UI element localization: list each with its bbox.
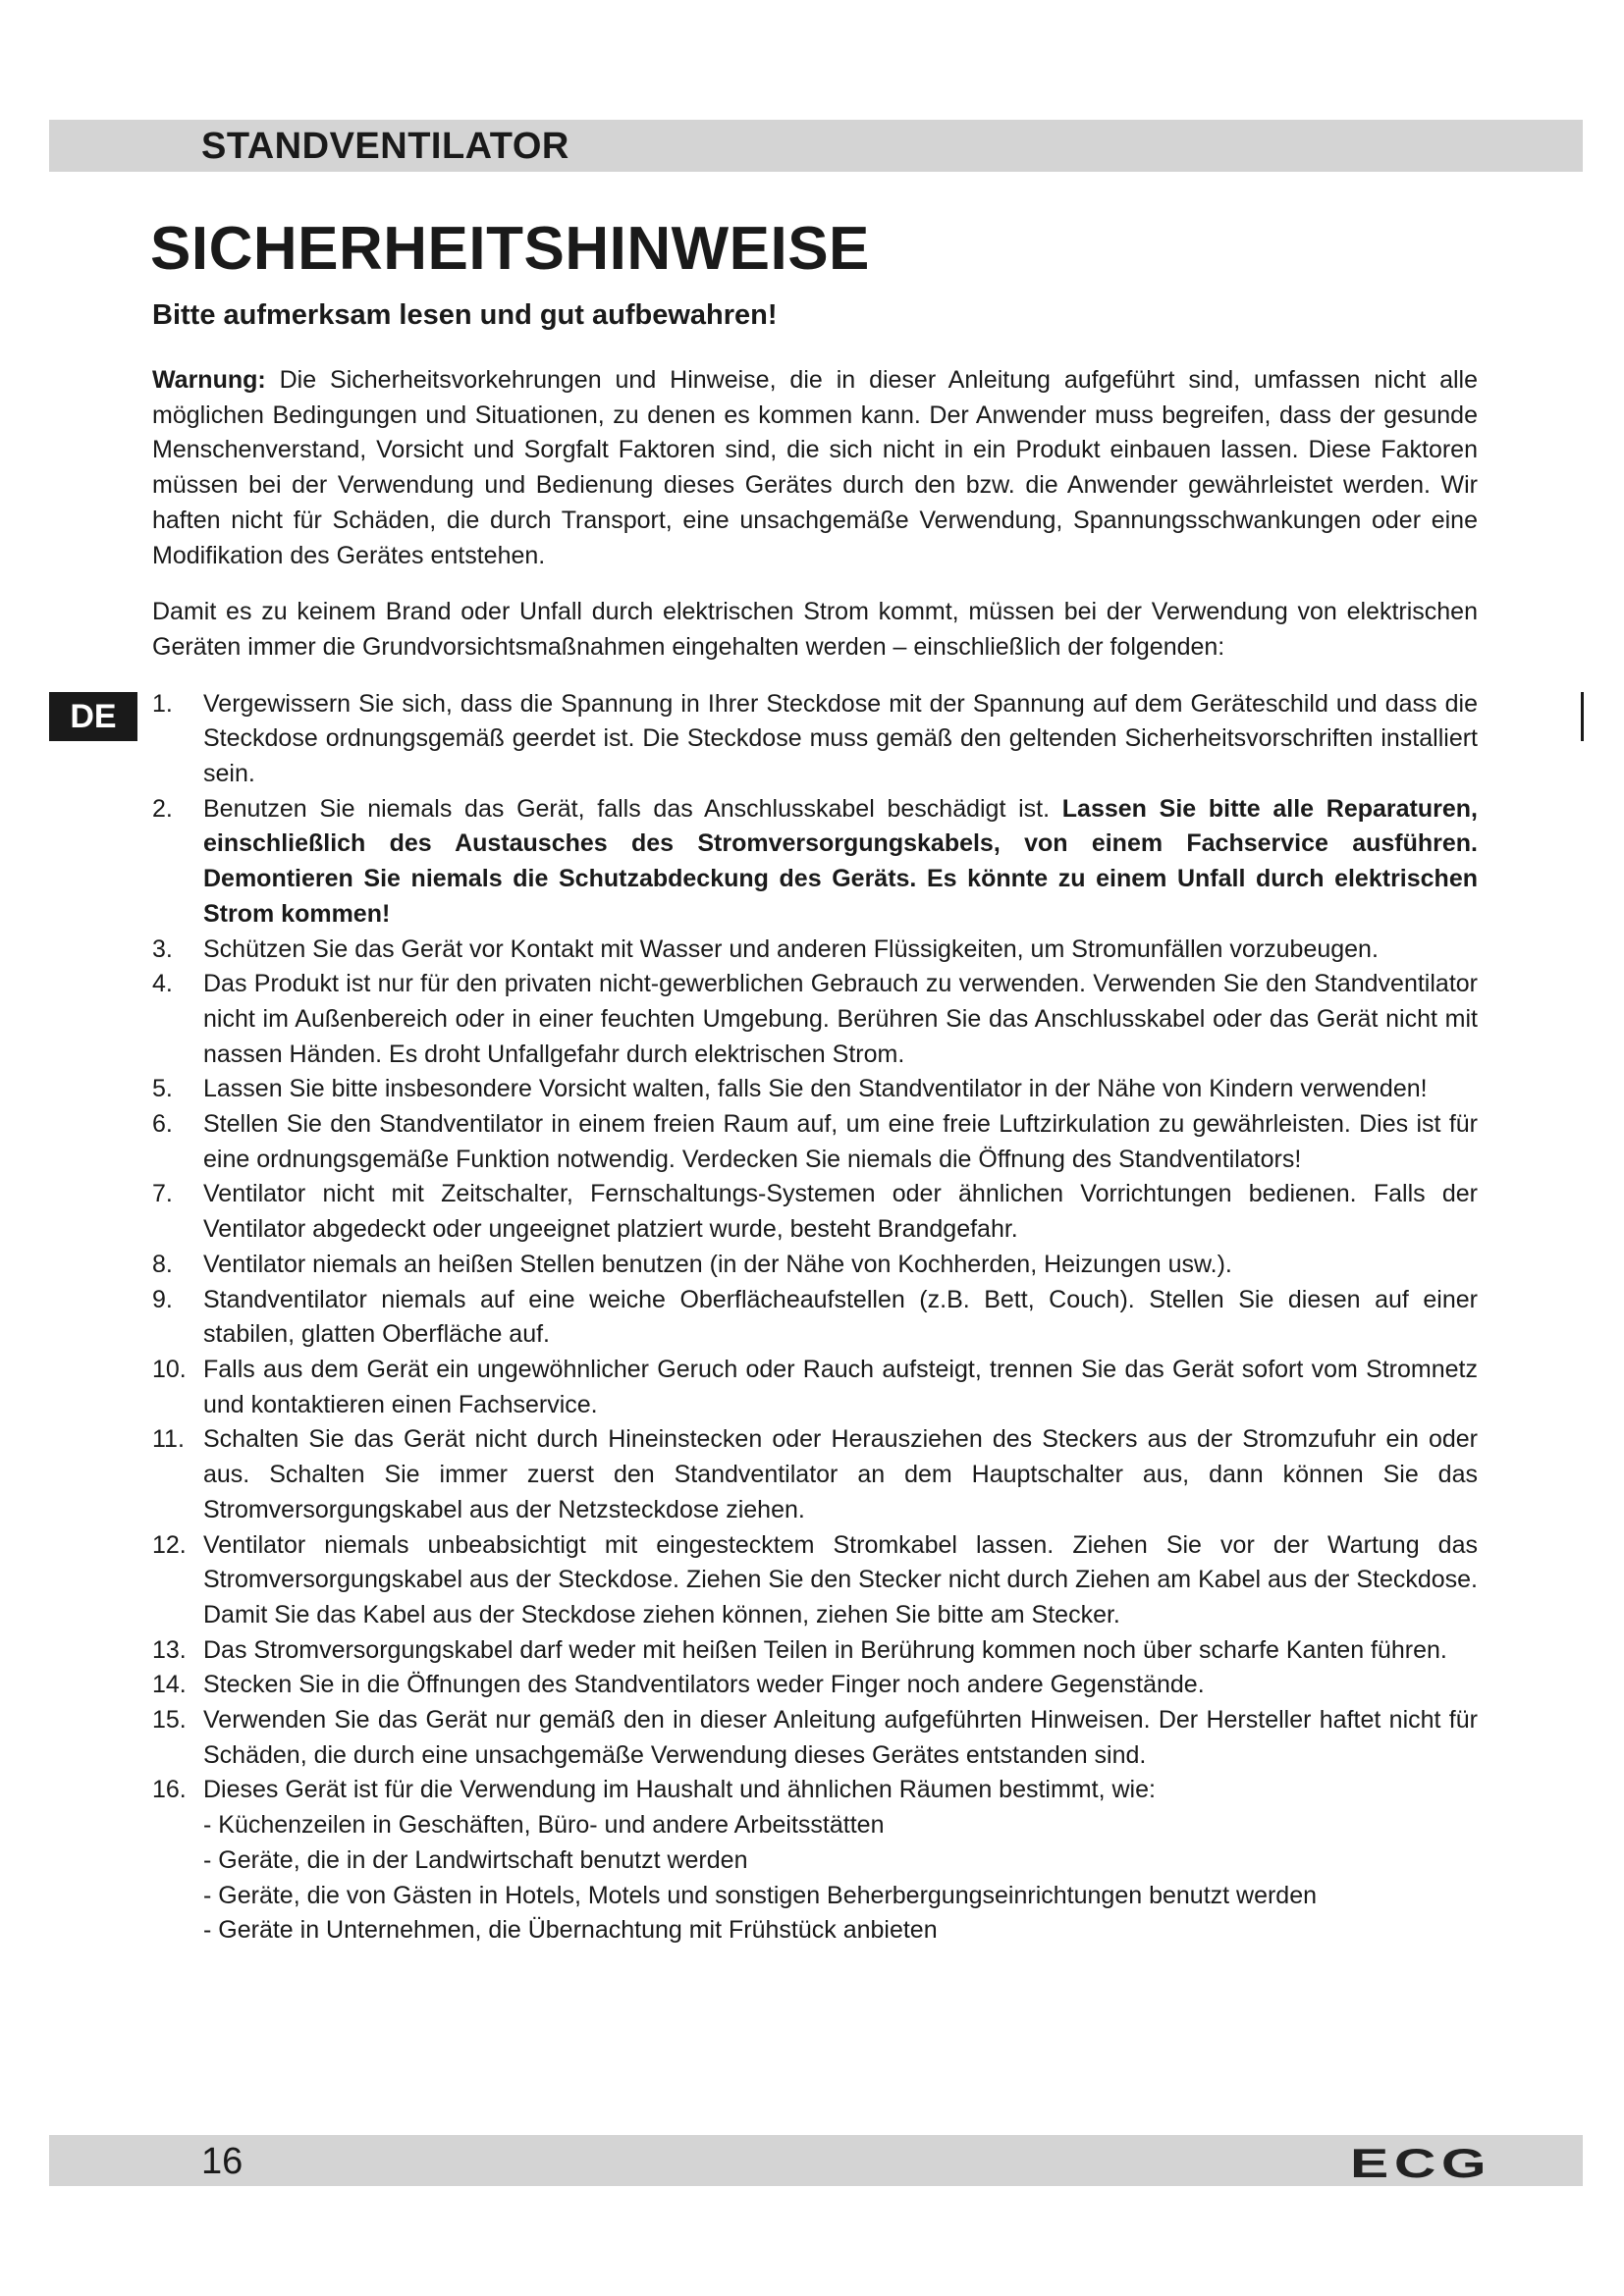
usage-sublist (152, 1808, 1478, 1949)
item-text: Lassen Sie bitte insbesondere Vorsicht walten, falls Sie den Standventilator in der Nähe von Kindern verwenden! (203, 1075, 1428, 1103)
item-text: Ventilator niemals unbeabsichtigt mit eingestecktem Stromkabel lassen. Ziehen Sie vor der Wartung das Stromversorgungskabel aus der Steckdose. Ziehen Sie den Stecker nicht durch Ziehen am Kabel aus der Steckdose. Damit Sie das Kabel aus der Steckdose ziehen können, ziehen Sie bitte am Stecker. (203, 1530, 1478, 1629)
list-item (152, 1633, 1478, 1669)
sublist-item: - Geräte, die von Gästen in Hotels, Motels und sonstigen Beherbergungseinrichtungen benutzt werden (203, 1881, 1318, 1909)
list-item (152, 1528, 1478, 1633)
item-text: Benutzen Sie niemals das Gerät, falls das Anschlusskabel beschädigt ist. (203, 794, 1062, 823)
list-item (152, 1107, 1478, 1177)
list-item (152, 967, 1478, 1072)
item-text: Schalten Sie das Gerät nicht durch Hineinstecken oder Herausziehen des Steckers aus der Stromzufuhr ein oder aus. Schalten Sie immer zuerst den Standventilator an dem Hauptschalter aus, dann können Sie das Stromversorgungskabel aus der Netzsteckdose ziehen. (203, 1425, 1478, 1523)
warning-label: Warnung: (152, 366, 266, 394)
footer-bar (49, 2135, 1583, 2186)
item-text: Ventilator nicht mit Zeitschalter, Fernschaltungs-Systemen oder ähnlichen Vorrichtungen bedienen. Falls der Ventilator abgedeckt oder ungeeignet platziert wurde, besteht Brandgefahr. (203, 1180, 1478, 1244)
document-body (152, 363, 1478, 1949)
list-item (152, 1353, 1478, 1422)
item-number: 7. (152, 1180, 173, 1208)
list-item (152, 1668, 1478, 1703)
sublist-item: - Geräte, die in der Landwirtschaft benutzt werden (203, 1845, 748, 1874)
item-number: 2. (152, 794, 173, 823)
safety-list (152, 687, 1478, 1809)
item-number: 13. (152, 1635, 187, 1664)
item-text: Schützen Sie das Gerät vor Kontakt mit Wasser und anderen Flüssigkeiten, um Stromunfällen vorzubeugen. (203, 934, 1379, 963)
header-bar (49, 120, 1583, 172)
item-number: 6. (152, 1110, 173, 1139)
item-text: Das Produkt ist nur für den privaten nicht-gewerblichen Gebrauch zu verwenden. Verwenden Sie den Standventilator nicht im Außenbereich oder in einer feuchten Umgebung. Berühren Sie das Anschlusskabel oder das Gerät nicht mit nassen Händen. Es droht Unfallgefahr durch elektrischen Strom. (203, 970, 1478, 1068)
language-tab: DE (49, 692, 137, 741)
item-number: 1. (152, 689, 173, 718)
item-number: 9. (152, 1285, 173, 1313)
list-item (152, 1422, 1478, 1527)
list-item (152, 933, 1478, 968)
list-item (152, 1177, 1478, 1247)
item-text: Falls aus dem Gerät ein ungewöhnlicher Geruch oder Rauch aufsteigt, trennen Sie das Gerät sofort vom Stromnetz und kontaktieren einen Fachservice. (203, 1355, 1478, 1418)
list-item (152, 1248, 1478, 1283)
warning-text: Die Sicherheitsvorkehrungen und Hinweise, die in dieser Anleitung aufgeführt sind, umfassen nicht alle möglichen Bedingungen und Situationen, zu denen es kommen kann. Der Anwender muss begreifen, dass der gesunde Menschenverstand, Vorsicht und Sorgfalt Faktoren sind, die sich nicht in ein Produkt einbauen lassen. Diese Faktoren müssen bei der Verwendung und Bedienung dieses Gerätes durch den bzw. die Anwender gewährleistet werden. Wir haften nicht für Schäden, die durch Transport, eine unsachgemäße Verwendung, Spannungsschwankungen oder eine Modifikation des Gerätes entstehen. (152, 366, 1478, 569)
item-number: 8. (152, 1250, 173, 1278)
item-number: 11. (152, 1425, 185, 1454)
item-text: Dieses Gerät ist für die Verwendung im Haushalt und ähnlichen Räumen bestimmt, wie: (203, 1776, 1156, 1804)
item-text: Ventilator niemals an heißen Stellen benutzen (in der Nähe von Kochherden, Heizungen usw.). (203, 1250, 1232, 1278)
item-number: 12. (152, 1530, 187, 1559)
subtitle: Bitte aufmerksam lesen und gut aufbewahren! (152, 299, 778, 331)
list-item (152, 1773, 1478, 1808)
item-number: 4. (152, 970, 173, 998)
item-number: 5. (152, 1075, 173, 1103)
item-text: Stecken Sie in die Öffnungen des Standventilators weder Finger noch andere Gegenstände. (203, 1671, 1205, 1699)
item-number: 10. (152, 1355, 187, 1383)
margin-marker (1581, 692, 1584, 741)
ecg-logo: ECG (1350, 2140, 1492, 2186)
page-number: 16 (201, 2141, 244, 2182)
item-bold-text: Lassen Sie bitte alle Reparaturen, einschließlich des Austausches des Stromversorgungskabels, von einem Fachservice ausführen. Demontieren Sie niemals die Schutzabdeckung des Geräts. Es könnte zu einem Unfall durch elektrischen Strom kommen! (203, 794, 1478, 928)
section-title: STANDVENTILATOR (201, 126, 569, 167)
item-number: 16. (152, 1776, 187, 1804)
item-text: Stellen Sie den Standventilator in einem freien Raum auf, um eine freie Luftzirkulation zu gewährleisten. Dies ist für eine ordnungsgemäße Funktion notwendig. Verdecken Sie niemals die Öffnung des Standventilators! (203, 1110, 1478, 1173)
list-item (152, 687, 1478, 792)
sublist-item: - Geräte in Unternehmen, die Übernachtung mit Frühstück anbieten (203, 1916, 938, 1945)
sublist-item: - Küchenzeilen in Geschäften, Büro- und andere Arbeitsstätten (203, 1811, 885, 1840)
item-number: 15. (152, 1706, 187, 1735)
item-text: Verwenden Sie das Gerät nur gemäß den in dieser Anleitung aufgeführten Hinweisen. Der Hersteller haftet nicht für Schäden, die durch eine unsachgemäße Verwendung dieses Gerätes entstanden sind. (203, 1706, 1478, 1769)
list-item (152, 1703, 1478, 1773)
warning-paragraph (152, 363, 1478, 573)
intro-paragraph: Damit es zu keinem Brand oder Unfall durch elektrischen Strom kommt, müssen bei der Verwendung von elektrischen Geräten immer die Grundvorsichtsmaßnahmen eingehalten werden – einschließlich der folgenden: (152, 598, 1478, 661)
item-text: Standventilator niemals auf eine weiche Oberflächeaufstellen (z.B. Bett, Couch). Stellen Sie diesen auf einer stabilen, glatten Oberfläche auf. (203, 1285, 1478, 1349)
list-item (152, 1072, 1478, 1107)
list-item (152, 792, 1478, 933)
item-number: 3. (152, 934, 173, 963)
item-number: 14. (152, 1671, 187, 1699)
item-text: Vergewissern Sie sich, dass die Spannung in Ihrer Steckdose mit der Spannung auf dem Geräteschild und dass die Steckdose ordnungsgemäß geerdet ist. Die Steckdose muss gemäß den geltenden Sicherheitsvorschriften installiert sein. (203, 689, 1478, 788)
page-title: SICHERHEITSHINWEISE (150, 215, 870, 283)
item-text: Das Stromversorgungskabel darf weder mit heißen Teilen in Berührung kommen noch über scharfe Kanten führen. (203, 1635, 1447, 1664)
list-item (152, 1283, 1478, 1353)
